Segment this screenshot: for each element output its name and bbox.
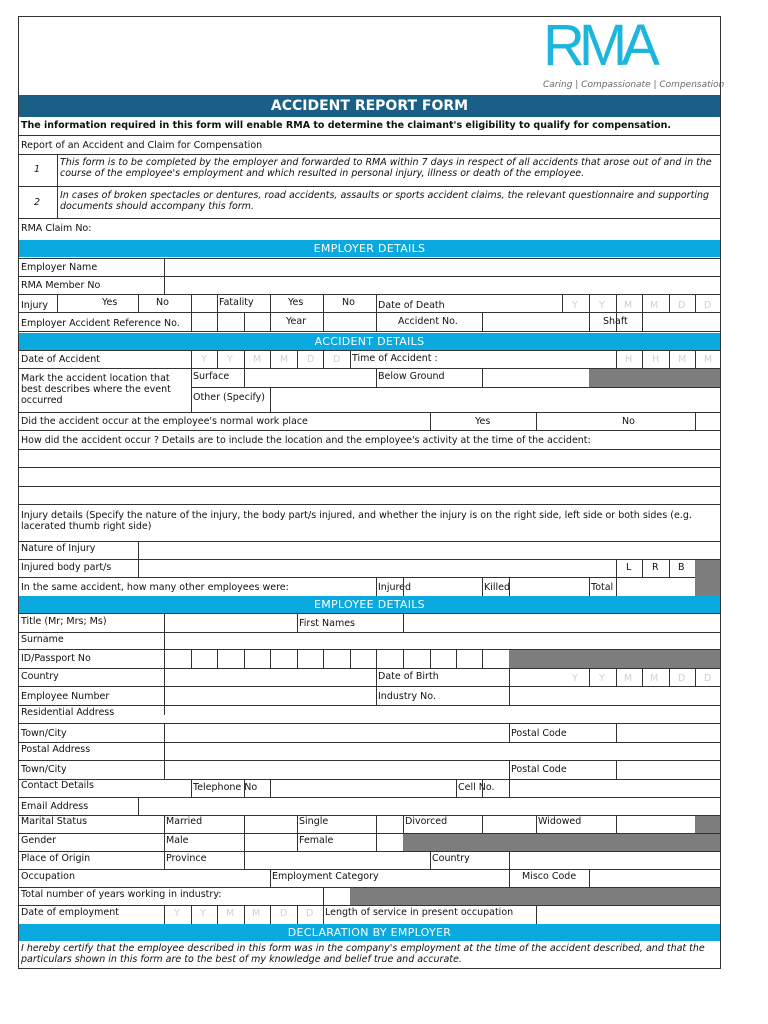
surface-label: Surface — [193, 371, 230, 382]
postal-code-label: Postal Code — [511, 728, 567, 739]
rma-member-field[interactable] — [165, 277, 718, 294]
injury-yes-label: Yes — [102, 297, 118, 308]
injured-body-parts-label: Injured body part/s — [21, 562, 112, 573]
country-2-label: Country — [432, 853, 470, 864]
shaded-cell — [403, 834, 720, 851]
fatality-label: Fatality — [219, 297, 254, 308]
other-specify-label: Other (Specify) — [193, 392, 265, 403]
industry-no-label: Industry No. — [378, 691, 436, 702]
id-passport-label: ID/Passport No — [21, 653, 91, 664]
occupation-label: Occupation — [21, 871, 75, 882]
employment-category-label: Employment Category — [272, 871, 379, 882]
section-accident-details: ACCIDENT DETAILS — [19, 333, 720, 350]
widowed-label: Widowed — [538, 816, 582, 827]
employer-name-label: Employer Name — [21, 262, 98, 273]
time-of-accident-label: Time of Accident : — [352, 353, 438, 364]
intro-text: The information required in this form will enable RMA to determine the claimant's eligibility to qualify for compensation. — [21, 120, 671, 131]
length-of-service-label: Length of service in present occupation — [325, 907, 514, 918]
gender-label: Gender — [21, 835, 57, 846]
employer-ref-label: Employer Accident Reference No. — [21, 318, 180, 329]
divorced-label: Divorced — [405, 816, 448, 827]
other-employees-label: In the same accident, how many other employees were: — [21, 582, 289, 593]
accident-location-label: Mark the accident location that best describes where the event occurred — [21, 373, 171, 406]
shaded-cell — [695, 816, 720, 833]
form-title: ACCIDENT REPORT FORM — [19, 95, 720, 117]
surname-label: Surname — [21, 634, 64, 645]
telephone-label: Telephone No — [193, 782, 258, 793]
cell-no-label: Cell No. — [458, 782, 495, 793]
killed-label: Killed — [484, 582, 511, 593]
note-text: In cases of broken spectacles or dentures, road accidents, assaults or sports accident claims, the relevant questionnaire and supporting documents should accompany this form. — [60, 190, 710, 212]
postal-address-label: Postal Address — [21, 744, 91, 755]
date-of-death-label: Date of Death — [378, 300, 445, 311]
marital-status-label: Marital Status — [21, 816, 88, 827]
female-label: Female — [299, 835, 334, 846]
contact-details-label: Contact Details — [21, 780, 94, 791]
email-label: Email Address — [21, 801, 89, 812]
town-city-2-label: Town/City — [21, 764, 67, 775]
note-text: This form is to be completed by the employer and forwarded to RMA within 7 days in respect of all accidents that arose out of and in the course of the employee's employment and which resulted in personal injury, illness or death of the employee. — [60, 157, 712, 179]
section-employer-details: EMPLOYER DETAILS — [19, 240, 720, 257]
logo-tagline: Caring | Compassionate | Compensation — [543, 80, 725, 90]
residential-address-label: Residential Address — [21, 707, 115, 718]
both-label: B — [678, 562, 685, 573]
shaded-cell — [695, 560, 720, 596]
shaft-label: Shaft — [603, 316, 628, 327]
date-of-accident-label: Date of Accident — [21, 354, 100, 365]
single-label: Single — [299, 816, 329, 827]
male-label: Male — [166, 835, 189, 846]
claim-no-field[interactable] — [110, 219, 718, 238]
claim-no-label: RMA Claim No: — [21, 223, 92, 234]
accident-no-label: Accident No. — [398, 316, 458, 327]
normal-yes-label: Yes — [475, 416, 491, 427]
section-declaration: DECLARATION BY EMPLOYER — [19, 924, 720, 941]
shaded-cell — [589, 369, 720, 387]
fatality-no-label: No — [342, 297, 355, 308]
province-label: Province — [166, 853, 207, 864]
injury-label: Injury — [21, 300, 49, 311]
note-number: 2 — [34, 197, 41, 208]
married-label: Married — [166, 816, 203, 827]
employee-number-label: Employee Number — [21, 691, 110, 702]
shaded-cell — [509, 650, 720, 668]
date-of-birth-label: Date of Birth — [378, 671, 439, 682]
below-ground-label: Below Ground — [378, 371, 445, 382]
date-of-employment-label: Date of employment — [21, 907, 119, 918]
country-label: Country — [21, 671, 59, 682]
first-names-label: First Names — [299, 618, 355, 629]
fatality-yes-label: Yes — [288, 297, 304, 308]
title-label: Title (Mr; Mrs; Ms) — [21, 616, 107, 627]
place-of-origin-label: Place of Origin — [21, 853, 91, 864]
how-accident-label: How did the accident occur ? Details are to include the location and the employee's activity at the time of the accident: — [21, 435, 591, 446]
injury-no-label: No — [156, 297, 169, 308]
normal-no-label: No — [622, 416, 635, 427]
left-label: L — [626, 562, 632, 573]
section-employee-details: EMPLOYEE DETAILS — [19, 596, 720, 613]
note-number: 1 — [34, 164, 41, 175]
form-subtitle: Report of an Accident and Claim for Compensation — [21, 140, 263, 151]
year-label: Year — [286, 316, 307, 327]
rma-logo: RMA — [543, 13, 654, 78]
postal-code-2-label: Postal Code — [511, 764, 567, 775]
nature-of-injury-label: Nature of Injury — [21, 543, 96, 554]
town-city-label: Town/City — [21, 728, 67, 739]
misco-code-label: Misco Code — [522, 871, 577, 882]
total-label: Total — [591, 582, 614, 593]
declaration-text: I hereby certify that the employee described in this form was in the company's employment at the time of the accident described, and that the particulars shown in this form are to the best of my knowledge and belief true and accurate. — [21, 943, 705, 965]
normal-workplace-label: Did the accident occur at the employee's normal work place — [21, 416, 308, 427]
years-in-industry-label: Total number of years working in industry: — [21, 889, 222, 900]
employer-name-field[interactable] — [165, 259, 718, 276]
right-label: R — [652, 562, 659, 573]
shaded-cell — [350, 888, 720, 905]
injury-details-label: Injury details (Specify the nature of the injury, the body part/s injured, and whether the injury is on the right side, left side or both sides (e.g. lacerated thumb right side) — [21, 510, 692, 532]
injured-label: Injured — [378, 582, 412, 593]
rma-member-label: RMA Member No — [21, 280, 101, 291]
